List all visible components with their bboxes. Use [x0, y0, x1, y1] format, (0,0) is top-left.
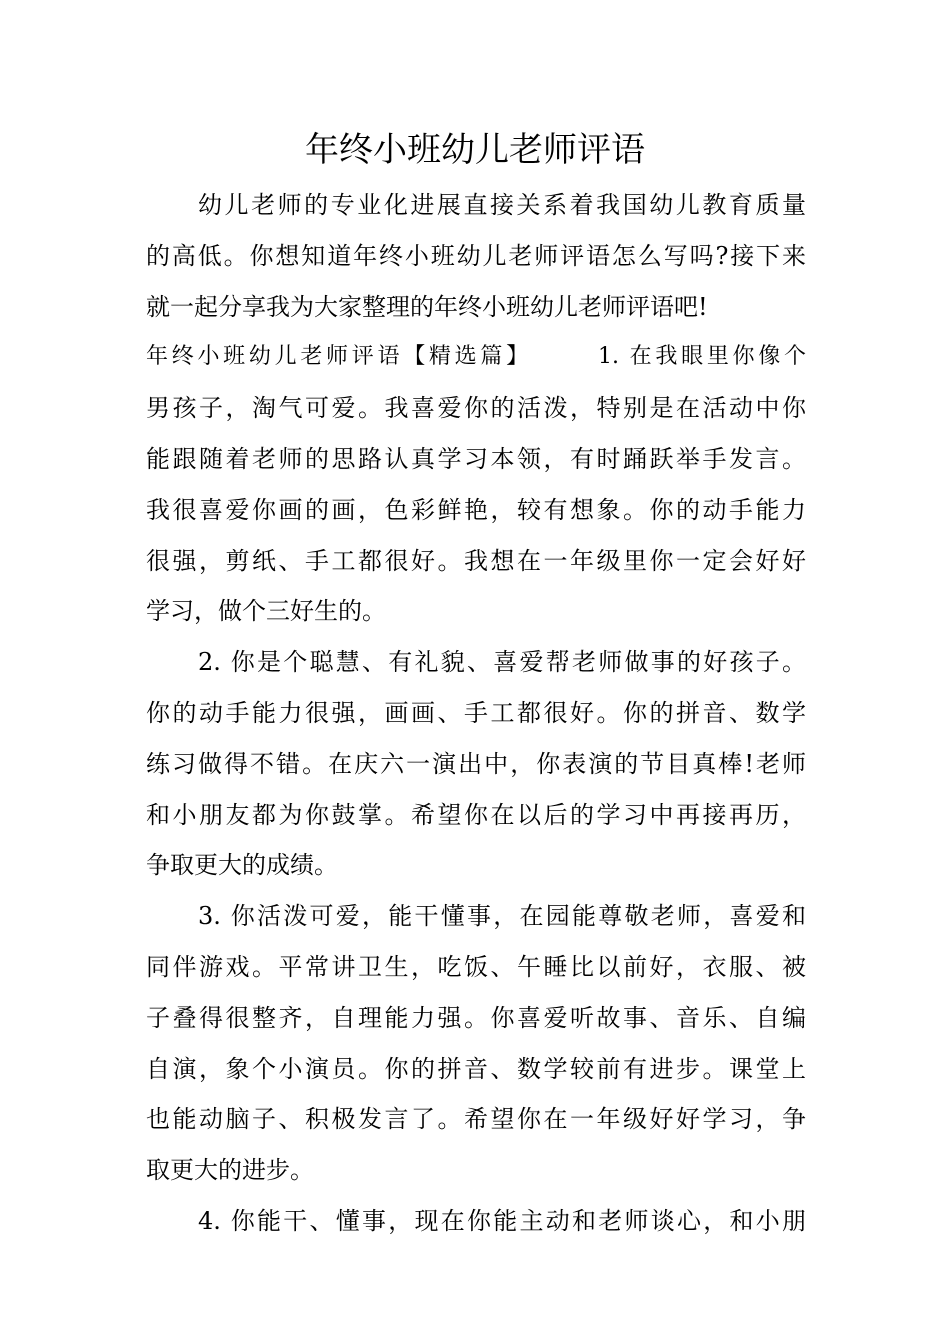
paragraph-line: 男孩子，淘气可爱。我喜爱你的活泼，特别是在活动中你	[146, 394, 806, 423]
paragraph-line: 4. 你能干、懂事，现在你能主动和老师谈心，和小朋	[198, 1206, 806, 1235]
paragraph-line: 2. 你是个聪慧、有礼貌、喜爱帮老师做事的好孩子。	[198, 648, 806, 677]
paragraph-line: 我很喜爱你画的画，色彩鲜艳，较有想象。你的动手能力	[146, 495, 806, 524]
paragraph-line: 也能动脑子、积极发言了。希望你在一年级好好学习，争	[146, 1105, 806, 1134]
paragraph-line: 幼儿老师的专业化进展直接关系着我国幼儿教育质量	[198, 191, 806, 219]
paragraph-line: 就一起分享我为大家整理的年终小班幼儿老师评语吧!	[146, 292, 708, 321]
paragraph-line: 自演，象个小演员。你的拼音、数学较前有进步。课堂上	[146, 1054, 806, 1083]
paragraph-line: 取更大的进步。	[146, 1156, 314, 1185]
paragraph-line: 学习，做个三好生的。	[146, 597, 386, 626]
paragraph-line: 争取更大的成绩。	[146, 851, 338, 880]
paragraph-line: 子叠得很整齐，自理能力强。你喜爱听故事、音乐、自编	[146, 1003, 806, 1032]
paragraph-line: 和小朋友都为你鼓掌。希望你在以后的学习中再接再历，	[146, 800, 806, 829]
document-title: 年终小班幼儿老师评语	[305, 130, 645, 170]
paragraph-line: 你的动手能力很强，画画、手工都很好。你的拼音、数学	[146, 698, 806, 727]
paragraph-line: 同伴游戏。平常讲卫生，吃饭、午睡比以前好，衣服、被	[146, 952, 806, 981]
paragraph-line: 很强，剪纸、手工都很好。我想在一年级里你一定会好好	[146, 546, 806, 575]
paragraph-line: 练习做得不错。在庆六一演出中，你表演的节目真棒!老师	[146, 749, 806, 778]
section-heading-line: 年终小班幼儿老师评语【精选篇】 1. 在我眼里你像个	[146, 344, 806, 370]
paragraph-line: 能跟随着老师的思路认真学习本领，有时踊跃举手发言。	[146, 444, 806, 473]
paragraph-line: 的高低。你想知道年终小班幼儿老师评语怎么写吗?接下来	[146, 241, 806, 270]
document-body	[146, 180, 806, 1247]
paragraph-line: 3. 你活泼可爱，能干懂事，在园能尊敬老师，喜爱和	[198, 902, 806, 931]
